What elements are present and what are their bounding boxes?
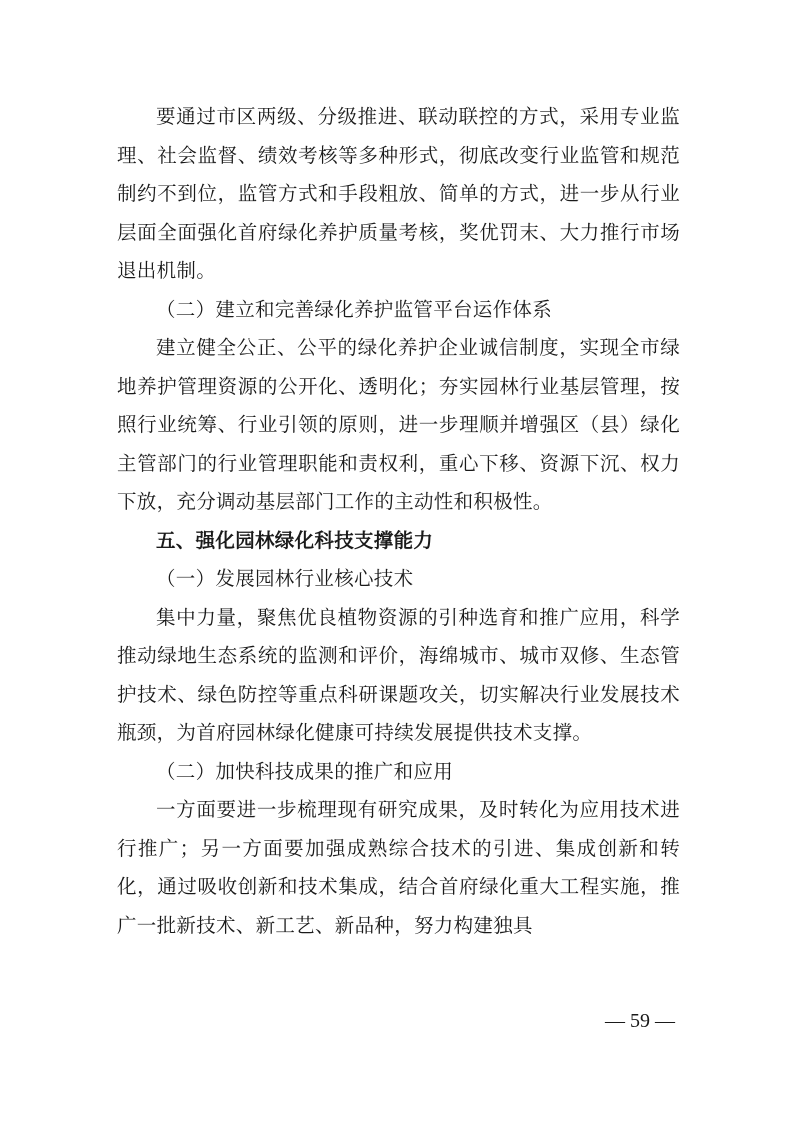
paragraph-core-technology: 集中力量，聚焦优良植物资源的引种选育和推广应用，科学推动绿地生态系统的监测和评价，海绵城市、城市双修、生态管护技术、绿色防控等重点科研课题攻关，切实解决行业发展技术瓶颈，为首府园林绿化健康可持续发展提供技术支撑。 — [117, 605, 680, 744]
paragraph-supervision: 要通过市区两级、分级推进、联动联控的方式，采用专业监理、社会监督、绩效考核等多种形式，彻底改变行业监管和规范制约不到位，监管方式和手段粗放、简单的方式，进一步从行业层面全面强化首府绿化养护质量考核，奖优罚末、大力推行市场退出机制。 — [117, 105, 680, 282]
section-heading-technology: 五、强化园林绿化科技支撑能力 — [156, 528, 434, 552]
document-body — [117, 98, 680, 945]
subheading-achievements: （二）加快科技成果的推广和应用 — [156, 759, 454, 783]
subheading-core-technology: （一）发展园林行业核心技术 — [156, 567, 414, 590]
paragraph-achievements: 一方面要进一步梳理现有研究成果，及时转化为应用技术进行推广；另一方面要加强成熟综合技术的引进、集成创新和转化，通过吸收创新和技术集成，结合首府绿化重大工程实施，推广一批新技术、新工艺、新品种，努力构建独具 — [117, 798, 680, 937]
page-number: — 59 — — [605, 1010, 675, 1032]
subheading-platform: （二）建立和完善绿化养护监管平台运作体系 — [156, 297, 553, 321]
paragraph-credit-system: 建立健全公正、公平的绿化养护企业诚信制度，实现全市绿地养护管理资源的公开化、透明化；夯实园林行业基层管理，按照行业统筹、行业引领的原则，进一步理顺并增强区（县）绿化主管部门的行业管理职能和责权利，重心下移、资源下沉、权力下放，充分调动基层部门工作的主动性和积极性。 — [117, 336, 680, 513]
